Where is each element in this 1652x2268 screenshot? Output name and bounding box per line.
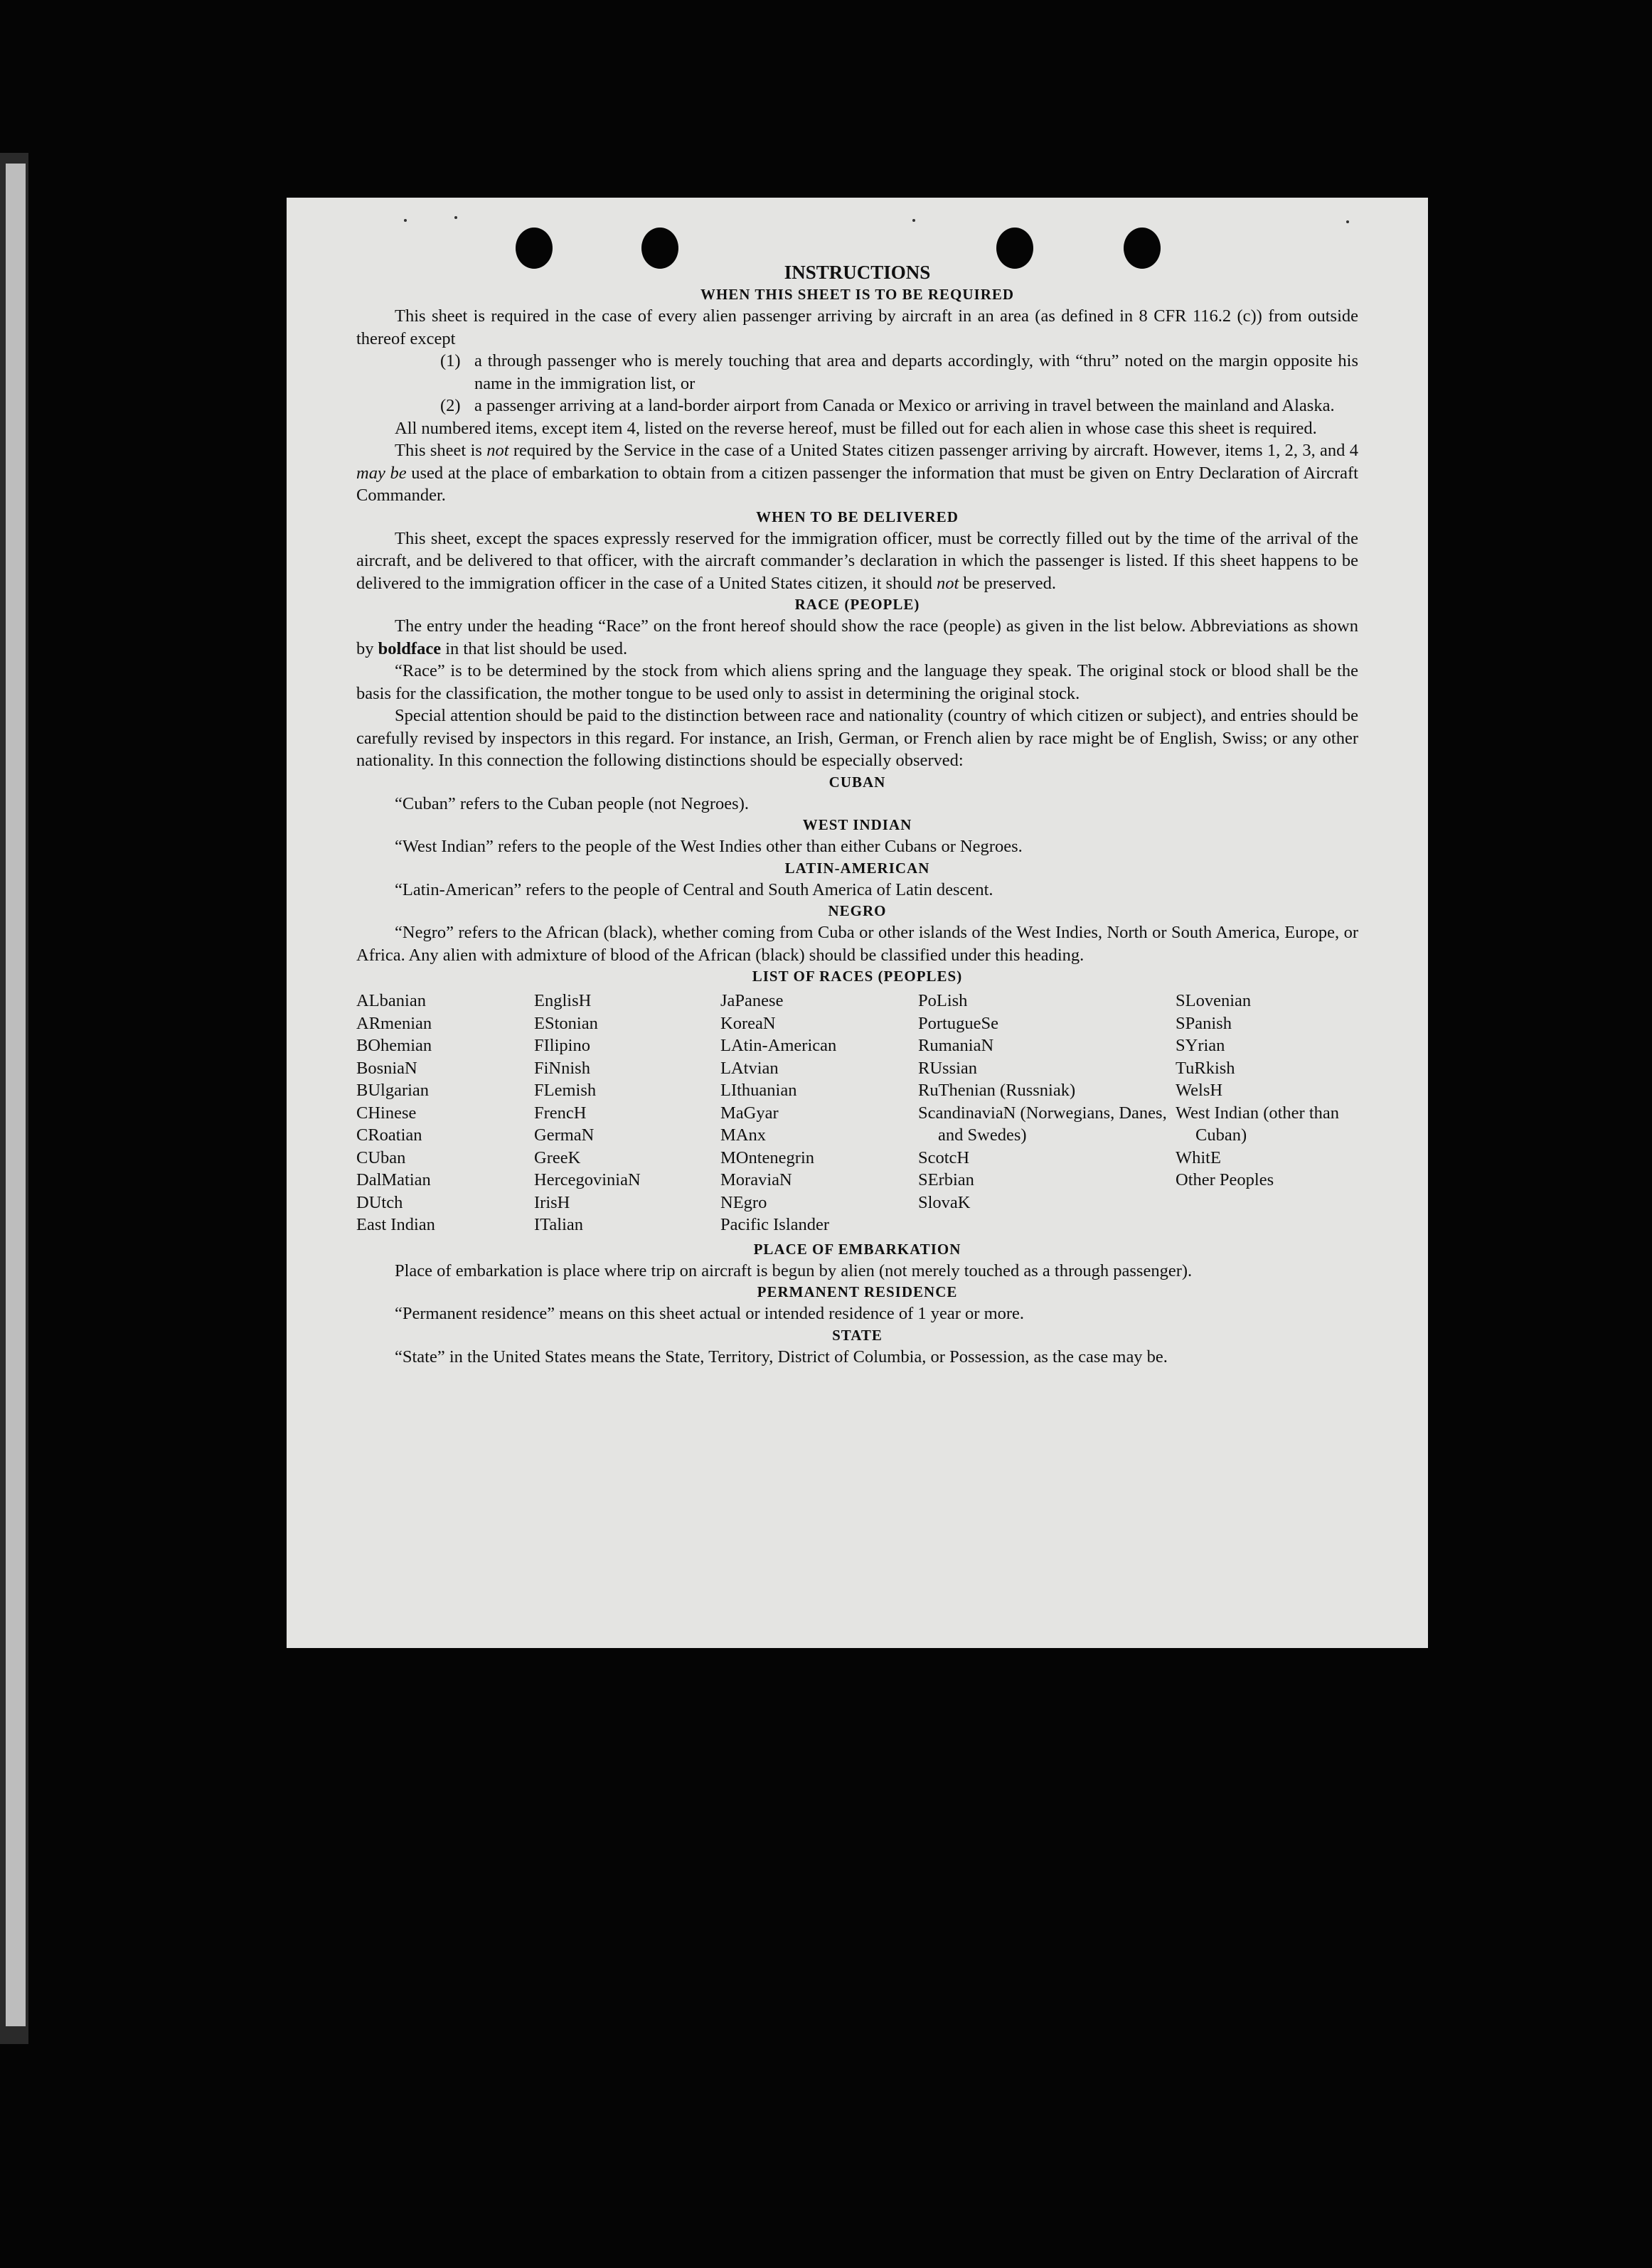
punch-hole	[1124, 228, 1161, 269]
races-column	[720, 990, 918, 1236]
section-heading-race: RACE (PEOPLE)	[794, 596, 920, 613]
race-entry: JaPanese	[720, 991, 784, 1010]
race-entry: ARmenian	[356, 1013, 432, 1033]
speck	[404, 219, 407, 222]
race-entry: WelsH	[1176, 1081, 1223, 1100]
race-entry: LAtvian	[720, 1058, 779, 1078]
race-entry: SYrian	[1176, 1036, 1225, 1055]
section-heading-residence: PERMANENT RESIDENCE	[757, 1283, 958, 1300]
section-heading-state: STATE	[832, 1326, 883, 1344]
paragraph: “Negro” refers to the African (black), whether coming from Cuba or other islands of the West Indies, North or South America, Europe, or Africa. Any alien with admixture of blood of the African (black) should be classified under this heading.	[356, 923, 1358, 965]
paragraph: This sheet, except the spaces expressly reserved for the immigration officer, must be correctly filled out by the time of the arrival of the aircraft, and be delivered to that officer, with the aircraft commander’s declaration in which the passenger is listed. If this sheet happens to be delivered to the immigration officer in the case of a United States citizen, it should not be preserved.	[356, 528, 1358, 593]
section-heading-cuban: CUBAN	[828, 773, 886, 791]
race-entry: RumaniaN	[918, 1036, 994, 1055]
race-entry: MOntenegrin	[720, 1148, 814, 1167]
race-entry: LIthuanian	[720, 1081, 797, 1100]
races-column	[534, 990, 720, 1236]
race-entry: FLemish	[534, 1081, 597, 1100]
section-heading-delivered: WHEN TO BE DELIVERED	[756, 508, 959, 525]
race-entry: CHinese	[356, 1103, 417, 1123]
race-entry: MoraviaN	[720, 1170, 792, 1189]
paragraph: “Latin-American” refers to the people of Central and South America of Latin descent.	[395, 879, 993, 899]
paragraph: Place of embarkation is place where trip on aircraft is begun by alien (not merely touched as a through passenger).	[395, 1261, 1193, 1280]
paragraph: “West Indian” refers to the people of the West Indies other than either Cubans or Negroes.	[395, 837, 1023, 856]
paragraph: This sheet is required in the case of every alien passenger arriving by aircraft in an area (as defined in 8 CFR 116.2 (c)) from outside thereof except	[356, 306, 1358, 348]
race-entry: KoreaN	[720, 1013, 776, 1033]
races-column	[356, 990, 534, 1236]
paragraph: This sheet is not required by the Service in the case of a United States citizen passenger arriving by aircraft. However, items 1, 2, 3, and 4 may be used at the place of embarkation to obtain from a citizen passenger the information that must be given on Entry Declaration of Aircraft Commander.	[356, 441, 1358, 505]
race-entry: SErbian	[918, 1170, 974, 1189]
race-entry: TuRkish	[1176, 1058, 1235, 1078]
paragraph: The entry under the heading “Race” on the front hereof should show the race (people) as given in the list below. Abbreviations as shown by boldface in that list should be used.	[356, 616, 1358, 658]
item-text: a passenger arriving at a land-border airport from Canada or Mexico or arriving in travel between the mainland and Alaska.	[474, 396, 1335, 415]
race-entry: FIlipino	[534, 1036, 590, 1055]
list-item	[356, 395, 1358, 417]
race-entry: LAtin-American	[720, 1036, 837, 1055]
paragraph: “Permanent residence” means on this sheet actual or intended residence of 1 year or more.	[395, 1304, 1025, 1323]
section-heading-races: LIST OF RACES (PEOPLES)	[752, 968, 963, 985]
race-entry: FiNnish	[534, 1058, 590, 1078]
race-entry: FrencH	[534, 1103, 587, 1123]
race-entry: EnglisH	[534, 991, 592, 1010]
race-entry: East Indian	[356, 1215, 435, 1234]
race-entry: SLovenian	[1176, 991, 1252, 1010]
race-entry: ScotcH	[918, 1148, 970, 1167]
race-entry: ScandinaviaN (Norwegians, Danes, and Swedes)	[918, 1103, 1167, 1145]
paragraph: Special attention should be paid to the distinction between race and nationality (country of which citizen or subject), and entries should be carefully revised by inspectors in this regard. For instance, an Irish, German, or French alien by race might be of English, Swiss; or any other nationality. In this connection the following distinctions should be especially observed:	[356, 706, 1358, 770]
races-list	[356, 990, 1358, 1236]
section-heading-latin-american: LATIN-AMERICAN	[784, 859, 930, 877]
punch-hole	[996, 228, 1033, 269]
race-entry: CUban	[356, 1148, 406, 1167]
paragraph: “State” in the United States means the State, Territory, District of Columbia, or Possession, as the case may be.	[395, 1347, 1168, 1366]
race-entry: GreeK	[534, 1148, 581, 1167]
paragraph: “Race” is to be determined by the stock from which aliens spring and the language they speak. The original stock or blood shall be the basis for the classification, the mother tongue to be used only to assist in determining the original stock.	[356, 661, 1358, 703]
list-item	[356, 350, 1358, 395]
race-entry: RuThenian (Russniak)	[918, 1081, 1076, 1100]
race-entry: BUlgarian	[356, 1081, 430, 1100]
race-entry: EStonian	[534, 1013, 598, 1033]
paragraph: All numbered items, except item 4, listed on the reverse hereof, must be filled out for each alien in whose case this sheet is required.	[395, 418, 1317, 438]
race-entry: DalMatian	[356, 1170, 431, 1189]
race-entry: IrisH	[534, 1192, 570, 1212]
item-number: (2)	[440, 396, 461, 415]
race-entry: MaGyar	[720, 1103, 779, 1123]
race-entry: MAnx	[720, 1125, 766, 1145]
race-entry: ITalian	[534, 1215, 584, 1234]
section-heading-required: WHEN THIS SHEET IS TO BE REQUIRED	[700, 286, 1015, 303]
item-number: (1)	[440, 351, 461, 370]
punch-hole	[641, 228, 678, 269]
race-entry: SlovaK	[918, 1192, 971, 1212]
race-entry: HercegoviniaN	[534, 1170, 641, 1189]
paragraph: “Cuban” refers to the Cuban people (not Negroes).	[395, 793, 749, 813]
races-column	[1176, 990, 1358, 1236]
race-entry: Pacific Islander	[720, 1215, 830, 1234]
document-page	[287, 198, 1428, 1648]
item-text: a through passenger who is merely touching that area and departs accordingly, with “thru” noted on the margin opposite his name in the immigration list, or	[474, 351, 1358, 393]
race-entry: PoLish	[918, 991, 968, 1010]
section-heading-negro: NEGRO	[828, 902, 887, 919]
race-entry: DUtch	[356, 1192, 403, 1212]
race-entry: RUssian	[918, 1058, 978, 1078]
punch-hole	[516, 228, 553, 269]
film-edge-strip	[6, 164, 26, 2026]
races-column	[918, 990, 1176, 1236]
section-heading-embarkation: PLACE OF EMBARKATION	[753, 1240, 961, 1258]
section-heading-west-indian: WEST INDIAN	[802, 816, 912, 833]
race-entry: NEgro	[720, 1192, 767, 1212]
race-entry: GermaN	[534, 1125, 595, 1145]
speck	[1346, 220, 1349, 223]
speck	[454, 216, 457, 219]
race-entry: WhitE	[1176, 1148, 1221, 1167]
race-entry: BOhemian	[356, 1036, 432, 1055]
race-entry: Other Peoples	[1176, 1170, 1274, 1189]
race-entry: West Indian (other than Cuban)	[1176, 1103, 1340, 1145]
race-entry: CRoatian	[356, 1125, 422, 1145]
speck	[912, 219, 915, 222]
race-entry: ALbanian	[356, 991, 426, 1010]
race-entry: BosniaN	[356, 1058, 417, 1078]
race-entry: SPanish	[1176, 1013, 1232, 1033]
race-entry: PortugueSe	[918, 1013, 998, 1033]
page-title: INSTRUCTIONS	[784, 262, 931, 283]
